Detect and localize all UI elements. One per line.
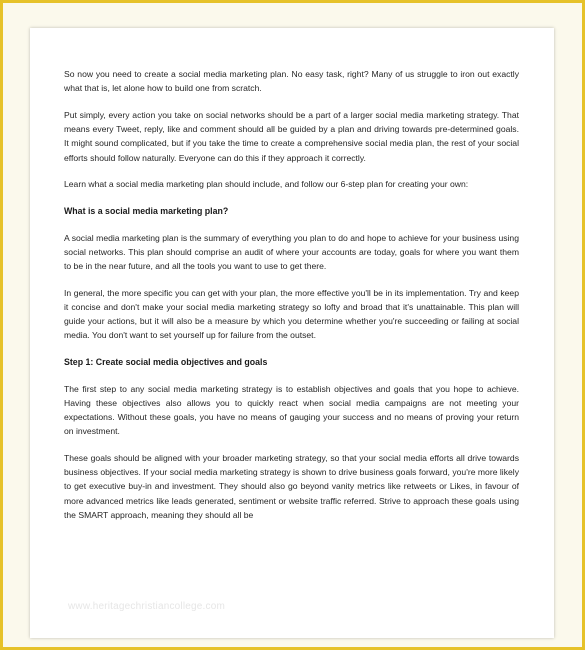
lead-in-paragraph: Learn what a social media marketing plan should include, and follow our 6-step plan for creating your own: — [64, 179, 469, 190]
watermark-text: www.heritagechristiancollege.com — [68, 601, 226, 612]
objectives-paragraph: The first step to any social media marketing strategy is to establish objectives and goals that you hope to achieve. Having these objectives also allows you to quickly react when social media campaigns are not meeting your expectations. Without these goals, you have no means of gauging your success and no means of proving your return on investment. — [64, 383, 519, 437]
section-heading: What is a social media marketing plan? — [64, 205, 229, 216]
intro-paragraph: So now you need to create a social media marketing plan. No easy task, right? Many of us struggle to iron out exactly what that is, let alone how to build one from scratch. — [64, 69, 519, 94]
goals-alignment-paragraph: These goals should be aligned with your broader marketing strategy, so that your social media efforts all drive towards business objectives. If your social media marketing strategy is shown to drive business goals forward, you're more likely to get executive buy-in and investment. They should also go beyond vanity metrics like retweets or Likes, in favour of more advanced metrics like leads generated, sentiment or website traffic referred. Strive to approach these goals using the SMART approach, meaning they should all be — [64, 453, 519, 520]
document-body — [64, 67, 519, 535]
specificity-paragraph: In general, the more specific you can get with your plan, the more effective you'll be in its implementation. Try and keep it concise and don't make your social media marketing strategy so lofty and broad that it's unattainable. This plan will guide your actions, but it will also be a measure by which you determine whether you're succeeding or failing at social media. You don't want to set yourself up for failure from the outset. — [64, 287, 519, 341]
step-heading: Step 1: Create social media objectives and goals — [64, 357, 268, 368]
document-page — [30, 28, 554, 638]
overview-paragraph: Put simply, every action you take on social networks should be a part of a larger social media marketing strategy. That means every Tweet, reply, like and comment should all be guided by a plan and driving towards pre-determined goals. It might sound complicated, but if you take the time to create a comprehensive social media plan, the rest of your social efforts should follow naturally. Everyone can do this if they approach it correctly. — [64, 109, 519, 163]
definition-paragraph: A social media marketing plan is the summary of everything you plan to do and hope to achieve for your business using social networks. This plan should comprise an audit of where your accounts are today, goals for where you want them to be in the near future, and all the tools you want to use to get there. — [64, 232, 519, 272]
